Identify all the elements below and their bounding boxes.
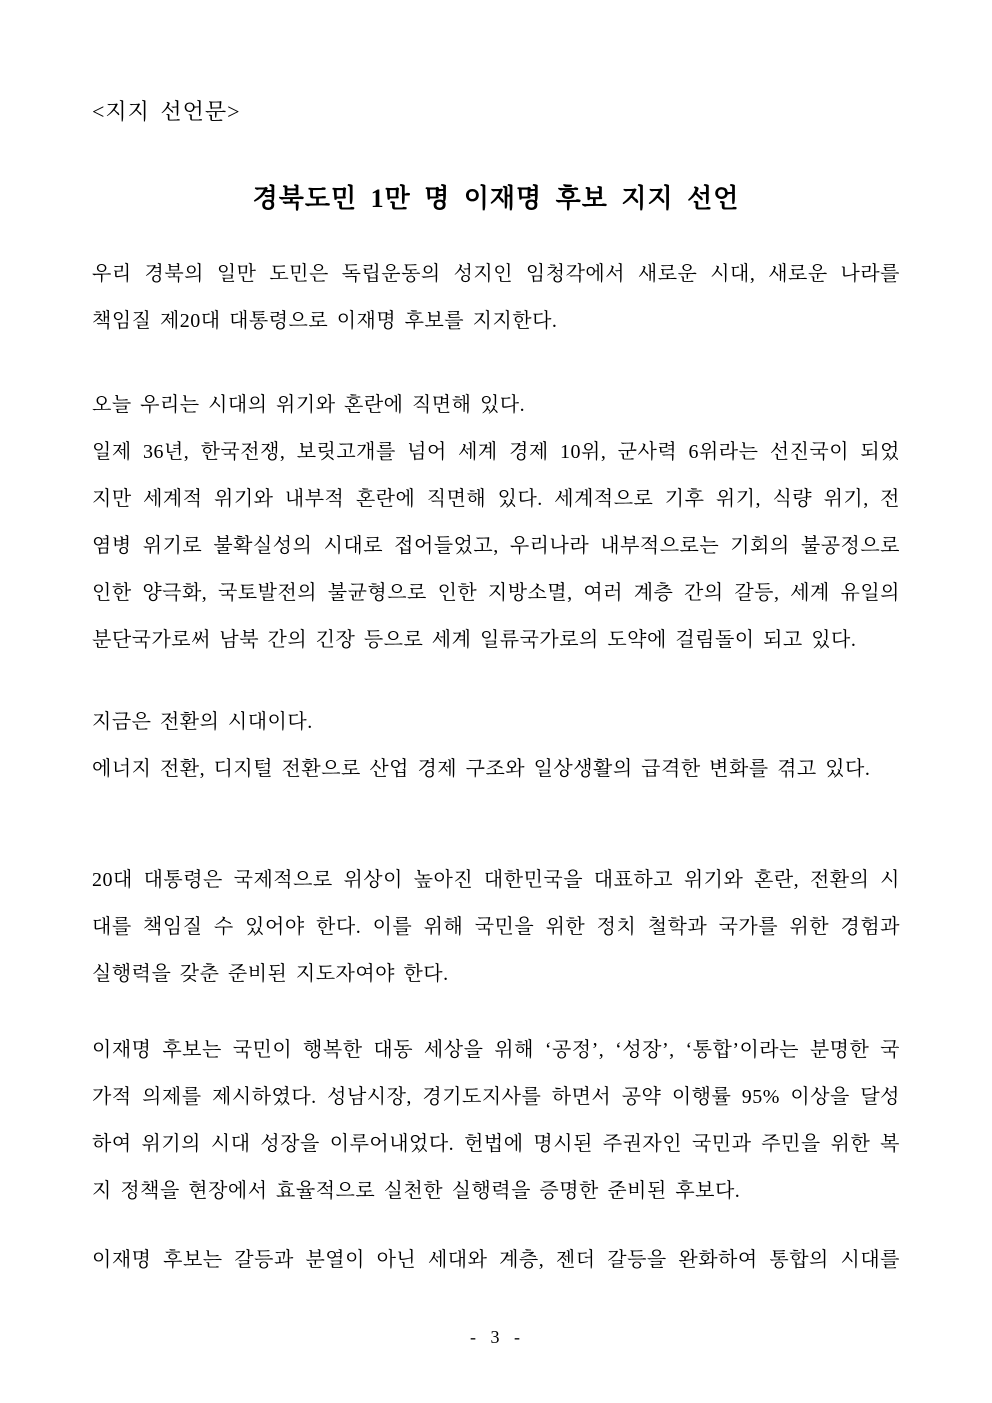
text-line: 일제 36년, 한국전쟁, 보릿고개를 넘어 세계 경제 10위, 군사력 6위라는 선진국이 되었 [92,441,900,463]
paragraph [92,857,900,998]
text-line: 실행력을 갖춘 준비된 지도자여야 한다. [92,963,449,985]
paragraph [92,699,900,793]
text-line: 대를 책임질 수 있어야 한다. 이를 위해 국민을 위한 정치 철학과 국가를 위한 경험과 [92,916,900,938]
text-line: 책임질 제20대 대통령으로 이재명 후보를 지지한다. [92,310,558,332]
text-line: 이재명 후보는 국민이 행복한 대동 세상을 위해 ‘공정’, ‘성장’, ‘통합’이라는 분명한 국 [92,1039,900,1061]
page-number: - 3 - [470,1327,522,1347]
text-line: 인한 양극화, 국토발전의 불균형으로 인한 지방소멸, 여러 계층 간의 갈등, 세계 유일의 [92,582,900,604]
text-line: 하여 위기의 시대 성장을 이루어내었다. 헌법에 명시된 주권자인 국민과 주민을 위한 복 [92,1133,900,1155]
document-title: 경북도민 1만 명 이재명 후보 지지 선언 [252,184,740,213]
text-line: 우리 경북의 일만 도민은 독립운동의 성지인 임청각에서 새로운 시대, 새로운 나라를 [92,263,900,285]
paragraph [92,382,900,664]
text-line: 염병 위기로 불확실성의 시대로 접어들었고, 우리나라 내부적으로는 기회의 불공정으로 [92,535,900,557]
paragraphs [92,251,900,1284]
text-line: 지금은 전환의 시대이다. [92,711,313,733]
text-line: 에너지 전환, 디지털 전환으로 산업 경제 구조와 일상생활의 급격한 변화를 겪고 있다. [92,758,871,780]
paragraph [92,1027,900,1215]
paragraph [92,251,900,345]
text-line: 이재명 후보는 갈등과 분열이 아닌 세대와 계층, 젠더 갈등을 완화하여 통합의 시대를 [92,1249,900,1271]
document-label: <지지 선언문> [92,99,241,124]
text-line: 가적 의제를 제시하였다. 성남시장, 경기도지사를 하면서 공약 이행률 95% 이상을 달성 [92,1086,900,1108]
text-line: 20대 대통령은 국제적으로 위상이 높아진 대한민국을 대표하고 위기와 혼란, 전환의 시 [92,869,900,891]
paragraph [92,1237,900,1284]
text-line: 지 정책을 현장에서 효율적으로 실천한 실행력을 증명한 준비된 후보다. [92,1180,741,1202]
text-line: 오늘 우리는 시대의 위기와 혼란에 직면해 있다. [92,394,526,416]
text-line: 분단국가로써 남북 간의 긴장 등으로 세계 일류국가로의 도약에 걸림돌이 되고 있다. [92,629,857,651]
text-line: 지만 세계적 위기와 내부적 혼란에 직면해 있다. 세계적으로 기후 위기, 식량 위기, 전 [92,488,900,510]
